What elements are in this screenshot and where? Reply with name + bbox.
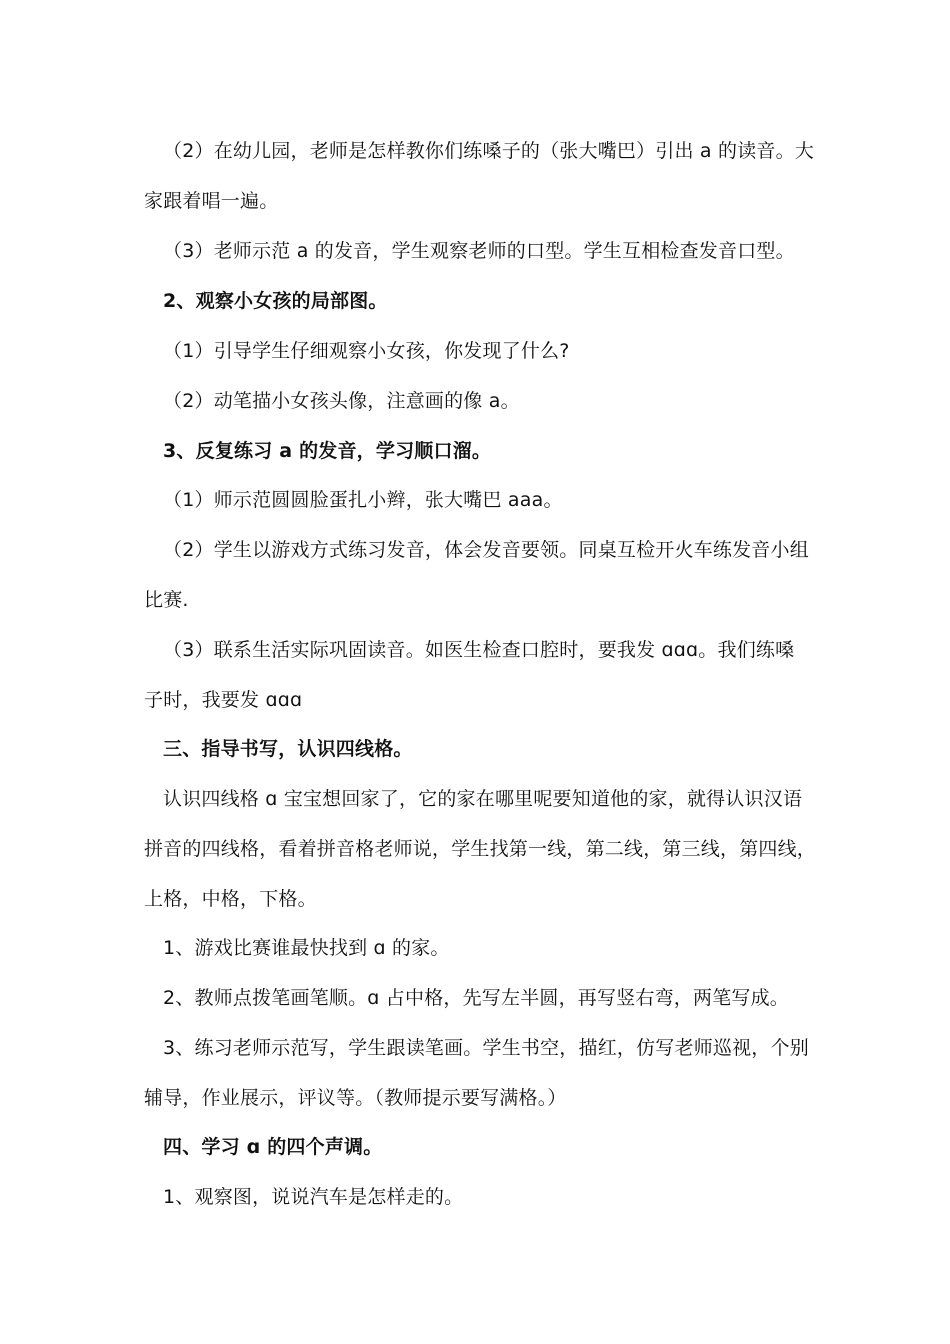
paragraph-line: （2）学生以游戏方式练习发音，体会发音要领。同桌互检开火车练发音小组 [163, 539, 809, 561]
paragraph-line: 家跟着唱一遍。 [144, 190, 279, 212]
paragraph-line: 子时，我要发 ɑɑɑ [144, 689, 303, 711]
paragraph-line: 1、游戏比赛谁最快找到 ɑ 的家。 [163, 937, 450, 959]
paragraph-line: 1、观察图，说说汽车是怎样走的。 [163, 1186, 464, 1208]
section-heading: 三、指导书写，认识四线格。 [163, 738, 413, 760]
paragraph-line: （1）师示范圆圆脸蛋扎小辫，张大嘴巴 aaa。 [163, 489, 563, 511]
paragraph-line: 上格，中格，下格。 [144, 888, 317, 910]
paragraph-line: （3）联系生活实际巩固读音。如医生检查口腔时，要我发 ɑɑɑ。我们练嗓 [163, 639, 795, 661]
paragraph-line: 3、练习老师示范写，学生跟读笔画。学生书空，描红，仿写老师巡视，个别 [163, 1037, 809, 1059]
paragraph-line: （2）动笔描小女孩头像，注意画的像 a。 [163, 390, 520, 412]
paragraph-line: 拼音的四线格，看着拼音格老师说，学生找第一线，第二线，第三线，第四线， [144, 838, 817, 860]
paragraph-line: 2、教师点拨笔画笔顺。ɑ 占中格，先写左半圆，再写竖右弯，两笔写成。 [163, 987, 789, 1009]
paragraph-line: 辅导，作业展示，评议等。（教师提示要写满格。） [144, 1087, 567, 1109]
section-heading: 四、学习 ɑ 的四个声调。 [163, 1136, 383, 1158]
paragraph-line: （2）在幼儿园，老师是怎样教你们练嗓子的（张大嘴巴）引出 a 的读音。大 [163, 140, 815, 162]
paragraph-line: （1）引导学生仔细观察小女孩，你发现了什么? [163, 340, 570, 362]
paragraph-line: 认识四线格 ɑ 宝宝想回家了，它的家在哪里呢要知道他的家，就得认识汉语 [163, 788, 803, 810]
section-heading: 3、反复练习 a 的发音，学习顺口溜。 [163, 440, 492, 462]
paragraph-line: 比赛. [144, 589, 189, 611]
paragraph-line: （3）老师示范 a 的发音，学生观察老师的口型。学生互相检查发音口型。 [163, 240, 795, 262]
section-heading: 2、观察小女孩的局部图。 [163, 290, 388, 312]
